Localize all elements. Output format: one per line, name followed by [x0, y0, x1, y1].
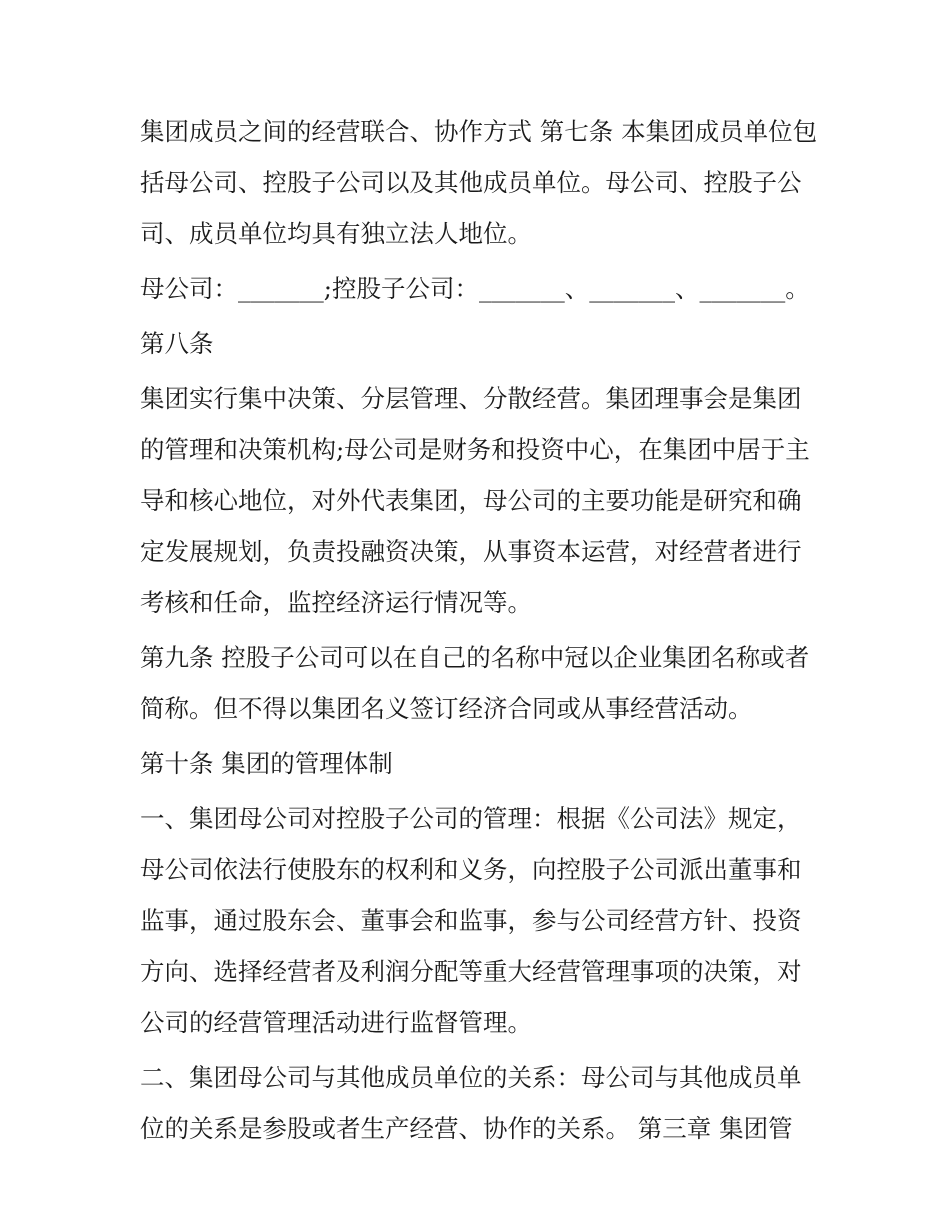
paragraph-management-subsidiaries: 一、集团母公司对控股子公司的管理：根据《公司法》规定，母公司依法行使股东的权利和义务，向控股子公司派出董事和监事，通过股东会、董事会和监事，参与公司经营方针、投资方向、选择经营者及利润分配等重大经营管理事项的决策，对公司的经营管理活动进行监督管理。 — [140, 804, 802, 1037]
paragraph-other-members: 二、集团母公司与其他成员单位的关系：母公司与其他成员单位的关系是参股或者生产经营、协作的关系。 第三章 集团管 — [140, 1063, 802, 1143]
paragraph-company-blanks: 母公司：_______;控股子公司：_______、_______、_______。 — [140, 274, 810, 303]
paragraph-article-9: 第九条 控股子公司可以在自己的名称中冠以企业集团名称或者简称。但不得以集团名义签订经济合同或从事经营活动。 — [140, 643, 810, 723]
paragraph-article-7: 集团成员之间的经营联合、协作方式 第七条 本集团成员单位包括母公司、控股子公司以及其他成员单位。母公司、控股子公司、成员单位均具有独立法人地位。 — [140, 117, 818, 248]
paragraph-article-8-body: 集团实行集中决策、分层管理、分散经营。集团理事会是集团的管理和决策机构;母公司是财务和投资中心，在集团中居于主导和核心地位，对外代表集团，母公司的主要功能是研究和确定发展规划，负责投融资决策，从事资本运营，对经营者进行考核和任命，监控经济运行情况等。 — [140, 384, 810, 617]
paragraph-article-8-heading: 第八条 — [140, 329, 214, 358]
document-body — [140, 106, 820, 1154]
paragraph-article-10-heading: 第十条 集团的管理体制 — [140, 749, 393, 778]
